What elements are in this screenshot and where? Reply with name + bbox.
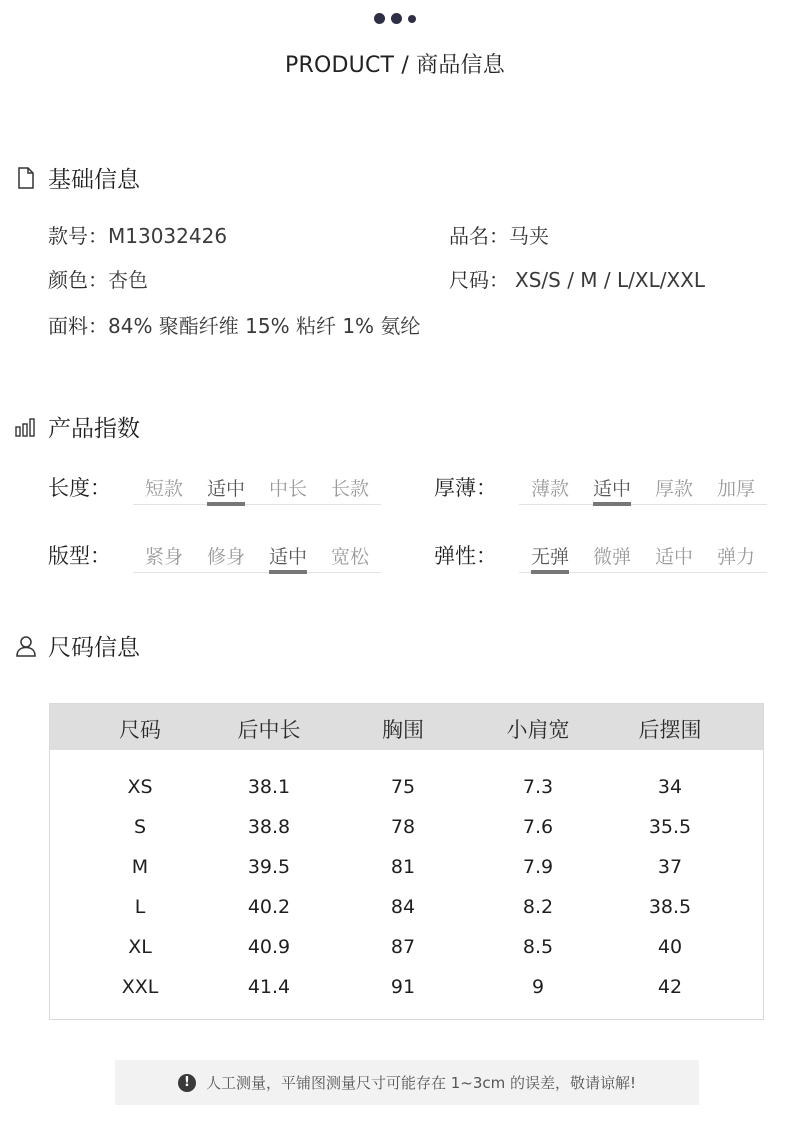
table-cell: 38.8 (247, 816, 291, 838)
table-cell: XS (127, 776, 153, 798)
size-row (449, 264, 705, 293)
product-name-label: 品名： (449, 224, 509, 248)
table-cell: 41.4 (247, 976, 291, 998)
table-cell: 37 (657, 856, 683, 878)
table-header (50, 704, 763, 750)
metric-scale (133, 542, 381, 573)
metric-scale (519, 474, 767, 505)
metric-option: 短款 (144, 478, 183, 500)
warning-icon: ! (178, 1074, 196, 1092)
dot (408, 15, 416, 23)
metric-label: 厚薄： (434, 476, 497, 500)
table-row (50, 976, 763, 1016)
style-number-value: M13032426 (108, 224, 228, 248)
product-name-row (449, 220, 549, 249)
table-cell: 40 (657, 936, 683, 958)
table-cell: 7.9 (522, 856, 554, 878)
metric-option-selected: 无弹 (519, 542, 581, 569)
table-cell: 75 (390, 776, 416, 798)
metric-option: 宽松 (330, 546, 369, 568)
metric-option: 弹力 (716, 546, 755, 568)
metric-label: 版型： (48, 544, 111, 568)
table-cell: XL (128, 936, 152, 958)
metric-label: 弹性： (434, 544, 497, 568)
table-cell: 42 (657, 976, 683, 998)
style-number-row (48, 220, 227, 249)
pagination-dots (0, 13, 790, 24)
metric-option-selected: 适中 (257, 542, 319, 569)
table-cell: 39.5 (247, 856, 291, 878)
table-cell: 34 (657, 776, 683, 798)
table-cell: 8.2 (522, 896, 554, 918)
metric-option: 长款 (330, 478, 369, 500)
column-header: 小肩宽 (506, 718, 570, 742)
column-header: 后中长 (237, 718, 301, 742)
table-cell: 40.2 (247, 896, 291, 918)
table-row (50, 896, 763, 936)
section-basic-info (14, 161, 140, 194)
table-cell: 7.6 (522, 816, 554, 838)
table-cell: 84 (390, 896, 416, 918)
size-value: XS/S / M / L/XL/XXL (515, 268, 705, 292)
table-cell: 35.5 (648, 816, 692, 838)
metric-scale (519, 542, 767, 573)
section-size-info (14, 629, 140, 662)
notice-text: 人工测量，平铺图测量尺寸可能存在 1~3cm 的误差，敬请谅解! (205, 1074, 637, 1092)
table-cell: M (131, 856, 149, 878)
document-icon (14, 166, 38, 190)
bar-chart-icon (14, 415, 38, 439)
color-row (48, 264, 148, 293)
size-table (49, 703, 764, 1020)
table-cell: L (134, 896, 146, 918)
person-icon (14, 634, 38, 658)
column-header: 后摆围 (638, 718, 702, 742)
dot (374, 13, 385, 24)
table-cell: 81 (390, 856, 416, 878)
table-cell: XXL (121, 976, 159, 998)
metric-option: 微弹 (592, 546, 631, 568)
metric-option: 紧身 (144, 546, 183, 568)
table-cell: 8.5 (522, 936, 554, 958)
metric-option-selected: 适中 (195, 474, 257, 501)
column-header: 胸围 (382, 718, 424, 742)
metric-label: 长度： (48, 476, 111, 500)
metric-option: 修身 (206, 546, 245, 568)
metric-option: 适中 (654, 546, 693, 568)
metric-option: 厚款 (654, 478, 693, 500)
table-cell: 7.3 (522, 776, 554, 798)
section-heading: 尺码信息 (48, 635, 140, 661)
metric-option-selected: 适中 (581, 474, 643, 501)
table-cell: 9 (531, 976, 545, 998)
table-cell: 38.5 (648, 896, 692, 918)
table-row (50, 816, 763, 856)
dot (391, 13, 402, 24)
table-row (50, 856, 763, 896)
table-row (50, 776, 763, 816)
metric-option: 中长 (268, 478, 307, 500)
section-heading: 产品指数 (48, 416, 140, 442)
page-title: PRODUCT / 商品信息 (285, 53, 505, 78)
table-cell: 78 (390, 816, 416, 838)
section-product-metrics (14, 410, 140, 443)
table-cell: 87 (390, 936, 416, 958)
table-cell: S (133, 816, 147, 838)
color-value: 杏色 (108, 268, 148, 292)
fabric-row (48, 310, 420, 339)
section-heading: 基础信息 (48, 167, 140, 193)
size-label: 尺码： (449, 268, 509, 292)
table-cell: 40.9 (247, 936, 291, 958)
table-row (50, 936, 763, 976)
metric-option: 薄款 (530, 478, 569, 500)
color-label: 颜色： (48, 268, 108, 292)
fabric-label: 面料： (48, 314, 108, 338)
table-cell: 91 (390, 976, 416, 998)
product-name-value: 马夹 (509, 224, 549, 248)
table-cell: 38.1 (247, 776, 291, 798)
metric-scale (133, 474, 381, 505)
column-header: 尺码 (119, 718, 161, 742)
measurement-notice (115, 1060, 699, 1105)
metric-option: 加厚 (716, 478, 755, 500)
style-number-label: 款号： (48, 224, 108, 248)
fabric-value: 84% 聚酯纤维 15% 粘纤 1% 氨纶 (108, 314, 421, 338)
